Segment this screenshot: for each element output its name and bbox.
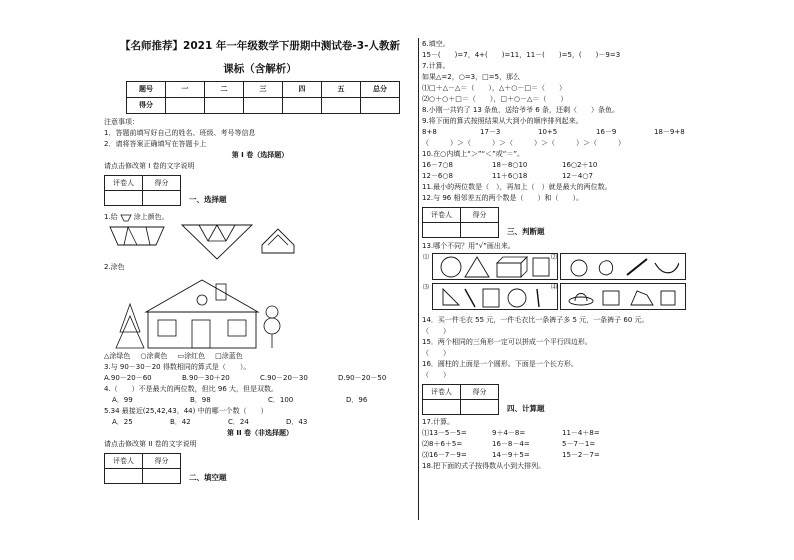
q13-clothing (567, 285, 679, 309)
score-header-cell: 一 (166, 82, 205, 98)
score-header-cell: 二 (205, 82, 244, 98)
q10-item: 11＋6○18 (492, 172, 528, 180)
exam-title-line2: 课标（含解析） (223, 62, 297, 75)
eval-reviewer-label: 评卷人 (423, 208, 461, 223)
q13-box-2 (551, 253, 686, 280)
q10-item: 16○2＋10 (562, 161, 598, 169)
q17-item: 5－7－1= (562, 440, 596, 448)
eval-score-label: 得分 (461, 208, 499, 223)
triangle-figure (182, 225, 252, 259)
q9-expr: 8+8 (422, 128, 437, 136)
q3-option-a[interactable]: A.90－20－60 (104, 374, 152, 383)
color-legend (104, 352, 416, 363)
eval-reviewer-label: 评卷人 (423, 385, 461, 400)
pear-icon (599, 260, 612, 274)
q10-row-2 (422, 172, 712, 183)
question-11: 11.最小的两位数是（ ），再加上（ ）就是最大的两位数。 (422, 183, 612, 191)
q13-box-number: ⑷ (551, 284, 558, 291)
part2-title: 第 II 卷（非选择题） (226, 429, 294, 438)
question-7-a: ⑴□＋△－△＝（ ），△＋○－□＝（ ） (422, 84, 566, 92)
section2-label: 二、填空题 (189, 473, 227, 483)
score-row-label: 得分 (127, 98, 166, 114)
q4-option-b[interactable]: B．98 (190, 396, 211, 405)
q15-answer[interactable]: （ ） (422, 349, 450, 357)
q13-groups (423, 253, 712, 310)
q17-row-3 (422, 451, 712, 462)
eval-blank-cell[interactable] (423, 400, 461, 415)
q1-shape-figures (104, 223, 404, 263)
eval-blank-cell[interactable] (143, 469, 181, 484)
q13-box-3 (423, 283, 558, 310)
trapezoid-icon (120, 214, 132, 222)
eval-reviewer-label: 评卷人 (105, 176, 143, 191)
eval-table (422, 207, 499, 238)
hat-icon (569, 297, 593, 305)
score-header-cell: 总分 (361, 82, 400, 98)
legend-yellow: ○涂黄色 (140, 352, 168, 361)
eval-table (104, 175, 181, 206)
q17-item: ⑴13－5－5= (422, 429, 467, 437)
q4-options (104, 396, 416, 407)
q2-house-figure (104, 274, 416, 352)
eval-reviewer-label: 评卷人 (105, 454, 143, 469)
question-17: 17.计算。 (422, 418, 455, 426)
eval-block-3 (422, 207, 712, 238)
circle-shape (441, 257, 461, 277)
score-blank-cell[interactable] (322, 98, 361, 114)
question-12: 12.与 96 相邻差五的两个数是（ ）和（ ）。 (422, 194, 583, 202)
triangle-shape (465, 257, 489, 277)
eval-score-label: 得分 (143, 176, 181, 191)
q3-option-c[interactable]: C.90－20－30 (260, 374, 308, 383)
eval-block-1 (104, 175, 416, 206)
q1-prefix: 1.给 (104, 213, 118, 222)
house-drawing (104, 274, 416, 352)
shoe-icon (603, 291, 619, 305)
q13-row-1 (423, 253, 712, 280)
exam-title-line1: 【名师推荐】2021 年一年级数学下册期中测试卷-3-人教新 (120, 40, 400, 52)
q10-item: 16－7○8 (422, 161, 453, 169)
eval-blank-cell[interactable] (143, 191, 181, 206)
q5-options (104, 418, 416, 429)
q9-comparison: （ ）＞（ ）＞（ ）＞（ ）＞（ ） (422, 139, 625, 147)
apple-icon (571, 260, 587, 276)
question-7-title: 7.计算。 (422, 62, 450, 70)
q9-expressions (422, 128, 712, 139)
question-18: 18.把下面的式子按得数从小到大排列。 (422, 462, 546, 470)
eval-blank-cell[interactable] (461, 400, 499, 415)
score-header-cell: 五 (322, 82, 361, 98)
q17-item: 9＋4－8= (492, 429, 526, 437)
q10-item: 12－6○8 (422, 172, 453, 180)
legend-red: ▭涂红色 (177, 352, 206, 361)
section4-label: 四、计算题 (507, 404, 545, 413)
legend-blue: □涂蓝色 (215, 352, 243, 361)
left-column (104, 40, 416, 484)
q17-item: 11－4＋8= (562, 429, 600, 437)
question-2: 2.涂色 (104, 263, 125, 272)
q17-item: ⑶16－7－9= (422, 451, 467, 459)
q17-row-2 (422, 440, 712, 451)
house-outline-figure (262, 229, 294, 253)
part2-instruction: 请点击修改第 II 卷的文字说明 (104, 440, 197, 449)
eval-score-label: 得分 (143, 454, 181, 469)
q5-option-a[interactable]: A．25 (112, 418, 133, 427)
q4-option-c[interactable]: C．100 (268, 396, 294, 405)
q10-item: 12－4○7 (562, 172, 593, 180)
score-blank-cell[interactable] (244, 98, 283, 114)
question-13: 13.哪个不同？用“√”画出来。 (422, 242, 515, 250)
q5-option-d[interactable]: D．43 (286, 418, 308, 427)
q5-option-b[interactable]: B．42 (170, 418, 191, 427)
question-1 (104, 212, 416, 223)
q1-shapes (104, 223, 416, 263)
eval-blank-cell[interactable] (105, 469, 143, 484)
set-square-icon (443, 289, 459, 305)
question-8: 8.小刚一共钓了 13 条鱼，送给爷爷 6 条，还剩（ ）条鱼。 (422, 106, 619, 114)
right-column (422, 40, 712, 473)
q13-box-1 (423, 253, 558, 280)
eval-table (422, 384, 499, 415)
q9-expr: 16－9 (596, 128, 617, 136)
q17-item: 15－2－7= (562, 451, 600, 459)
q3-option-b[interactable]: B.90－30＋20 (182, 374, 230, 383)
score-blank-cell[interactable] (166, 98, 205, 114)
q3-option-d[interactable]: D.90－20－50 (338, 374, 387, 383)
q9-expr: 18－9+8 (654, 128, 685, 136)
eval-blank-cell[interactable] (105, 191, 143, 206)
q14-answer[interactable]: （ ） (422, 327, 450, 335)
column-divider (418, 38, 419, 520)
q4-option-a[interactable]: A．99 (112, 396, 133, 405)
question-3: 3.与 90－30－20 得数相同的算式是（ ）。 (104, 363, 251, 372)
eval-table (104, 453, 181, 484)
question-7-given: 如果△=2，○=3，□=5，那么 (422, 73, 521, 81)
notes-heading: 注意事项： (104, 118, 139, 127)
eval-block-4 (422, 384, 712, 415)
q10-row-1 (422, 161, 712, 172)
q1-suffix: 涂上颜色。 (133, 213, 169, 222)
cuboid-shape (497, 263, 521, 277)
square-shape (533, 258, 549, 276)
note-item: 2．请将答案正确填写在答题卡上 (104, 140, 207, 149)
glove-icon (631, 291, 653, 305)
q3-options (104, 374, 416, 385)
q17-row-1 (422, 429, 712, 440)
eval-score-label: 得分 (461, 385, 499, 400)
q13-box-number: ⑴ (423, 254, 430, 261)
note-item: 1．答题前填写好自己的姓名、班级、考号等信息 (104, 129, 256, 138)
q10-item: 18－8○10 (492, 161, 528, 169)
section3-label: 三、判断题 (507, 227, 545, 236)
question-14: 14．买一件毛衣 55 元，一件毛衣比一条裤子多 5 元，一条裤子 60 元。 (422, 316, 649, 324)
q16-answer[interactable]: （ ） (422, 371, 450, 379)
sock-icon (661, 291, 675, 305)
eval-blank-cell[interactable] (461, 223, 499, 238)
section1-label: 一、选择题 (189, 195, 227, 205)
ball-icon (508, 289, 526, 307)
question-6-title: 6.填空。 (422, 40, 450, 48)
pen-icon (465, 289, 475, 307)
q13-row-2 (423, 283, 712, 310)
q13-stationery (439, 285, 551, 309)
score-header-cell: 四 (283, 82, 322, 98)
score-blank-cell[interactable] (205, 98, 244, 114)
ruler-icon (537, 289, 539, 307)
q13-box-number: ⑶ (423, 284, 430, 291)
q17-item: 14－9＋5= (492, 451, 530, 459)
q13-box-4 (551, 283, 686, 310)
q13-box-number: ⑵ (551, 254, 558, 261)
q13-solid-shapes (439, 255, 551, 279)
question-9: 9.将下面的算式按照结果从大到小的顺序排列起来。 (422, 117, 583, 125)
q4-option-d[interactable]: D．96 (346, 396, 368, 405)
question-5: 5.34 最接近(25,42,43，44) 中的哪一个数（ ） (104, 407, 268, 416)
q9-expr: 17－3 (480, 128, 501, 136)
book-icon (483, 289, 499, 307)
score-header-row (127, 82, 400, 98)
question-6-body: 15－( )=7，4+( )=11，11－( )=5，( )－9=3 (422, 51, 621, 59)
trapezoid-figure (110, 227, 164, 245)
question-7-b: ⑵○＋○＋□＝（ ），□＋○－△＝（ ） (422, 95, 568, 103)
score-header-cell: 三 (244, 82, 283, 98)
pencil-icon (627, 259, 647, 275)
score-blank-cell[interactable] (283, 98, 322, 114)
eval-blank-cell[interactable] (423, 223, 461, 238)
score-header-cell: 题号 (127, 82, 166, 98)
part1-instruction: 请点击修改第 I 卷的文字说明 (104, 162, 195, 171)
question-10: 10.在○内填上“＞”“＜”或“＝”。 (422, 150, 524, 158)
banana-icon (655, 263, 679, 273)
score-table (126, 81, 400, 114)
q9-expr: 10+5 (538, 128, 558, 136)
part1-title: 第 I 卷（选择题） (231, 151, 289, 160)
score-blank-cell[interactable] (361, 98, 400, 114)
eval-block-2 (104, 453, 416, 484)
question-16: 16．圆柱的上面是一个圆形。下面是一个长方形。 (422, 360, 578, 368)
question-4: 4.（ ）不是最大的两位数，但比 96 大，但是双数。 (104, 385, 279, 394)
legend-green: △涂绿色 (104, 352, 131, 361)
q17-item: 16－8－4= (492, 440, 530, 448)
q17-item: ⑵8＋6＋5= (422, 440, 463, 448)
score-value-row (127, 98, 400, 114)
question-15: 15．两个相同的三角形一定可以拼成一个平行四边形。 (422, 338, 592, 346)
q13-fruit-tools (567, 255, 679, 279)
q5-option-c[interactable]: C．24 (228, 418, 249, 427)
